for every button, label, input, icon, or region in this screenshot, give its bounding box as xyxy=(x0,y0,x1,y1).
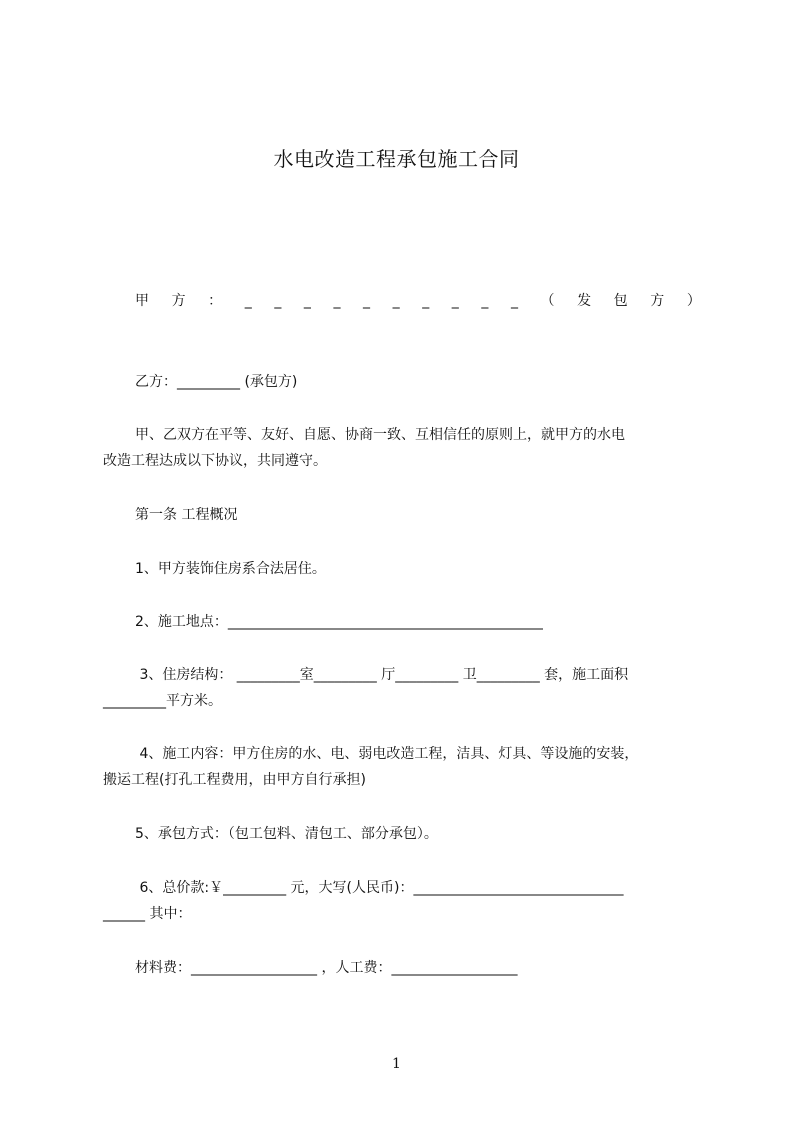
party-a-char: _ xyxy=(333,293,341,309)
party-a-char: 包 xyxy=(613,293,628,309)
party-a-char: _ xyxy=(274,293,282,309)
fee-breakdown-line: 材料费：__________________ ，人工费：__________________ xyxy=(135,960,518,976)
party-a-char: 方 xyxy=(650,293,665,309)
party-a-char: _ xyxy=(422,293,430,309)
party-a-char: _ xyxy=(392,293,400,309)
party-a-char: _ xyxy=(481,293,489,309)
party-a-char: _ xyxy=(244,293,252,309)
party-a-char: _ xyxy=(451,293,459,309)
party-a-char: _ xyxy=(303,293,311,309)
clause-4-line-2: 搬运工程(打孔工程费用，由甲方自行承担) xyxy=(103,772,366,788)
clause-3-line-1: 3、住房结构： _________室_________ 厅_________ 卫_________ 套，施工面积 xyxy=(135,667,629,683)
party-a-char: _ xyxy=(510,293,518,309)
clause-6-line-1: 6、总价款:￥_________ 元，大写(人民币)：______________________________ xyxy=(135,880,624,896)
party-a-char: 甲 xyxy=(135,293,149,309)
party-a-char: （ xyxy=(540,293,555,309)
party-a-char: _ xyxy=(363,293,371,309)
clause-5: 5、承包方式：（包工包料、清包工、部分承包）。 xyxy=(135,826,438,842)
party-a-char: 方 xyxy=(171,293,186,309)
party-a-line xyxy=(135,291,701,311)
page-number: 1 xyxy=(392,1056,401,1072)
intro-paragraph-line-1: 甲、乙双方在平等、友好、自愿、协商一致、互相信任的原则上，就甲方的水电 xyxy=(135,427,625,443)
page-title: 水电改造工程承包施工合同 xyxy=(273,147,520,171)
clause-2: 2、施工地点：_____________________________________________ xyxy=(135,614,543,630)
clause-6-line-2: ______ 其中： xyxy=(103,906,192,922)
intro-paragraph-line-2: 改造工程达成以下协议，共同遵守。 xyxy=(103,453,327,469)
clause-3-line-2: _________平方米。 xyxy=(103,693,222,709)
clause-1: 1、甲方装饰住房系合法居住。 xyxy=(135,561,326,577)
clause-4-line-1: 4、施工内容：甲方住房的水、电、弱电改造工程，洁具、灯具、等设施的安装， xyxy=(135,746,639,762)
article-1-heading: 第一条 工程概况 xyxy=(135,507,238,523)
party-a-char: ） xyxy=(686,293,701,309)
party-a-char: 发 xyxy=(577,293,592,309)
party-b-line: 乙方：_________ (承包方) xyxy=(135,374,298,390)
party-a-char: ： xyxy=(208,293,223,309)
